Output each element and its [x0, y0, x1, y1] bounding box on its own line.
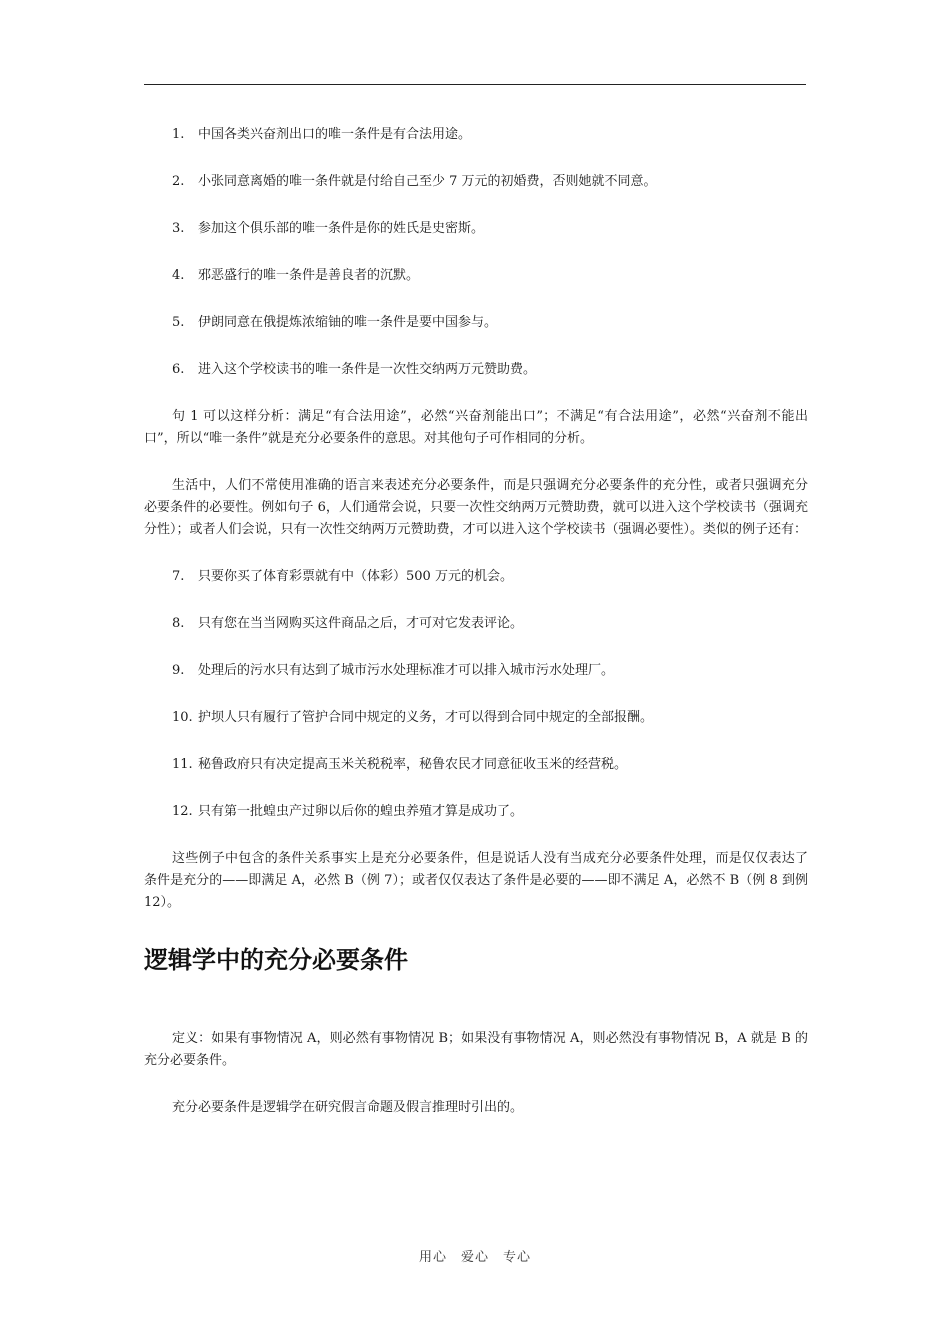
section-heading: 逻辑学中的充分必要条件 — [144, 946, 408, 974]
list-item: 8. 只有您在当当网购买这件商品之后，才可对它发表评论。 — [172, 616, 524, 631]
list-item: 5. 伊朗同意在俄提炼浓缩铀的唯一条件是要中国参与。 — [172, 315, 498, 330]
list-item: 6. 进入这个学校读书的唯一条件是一次性交纳两万元赞助费。 — [172, 362, 537, 377]
analysis-paragraph: 句 1 可以这样分析：满足“有合法用途”，必然“兴奋剂能出口”；不满足“有合法用途”，必然“兴奋剂不能出口”，所以“唯一条件”就是充分必要条件的意思。对其他句子可作相同的分析。 — [144, 409, 808, 446]
document-body — [144, 124, 808, 1144]
example-list-b — [144, 566, 808, 823]
origin-paragraph: 充分必要条件是逻辑学在研究假言命题及假言推理时引出的。 — [172, 1100, 524, 1115]
list-item: 9. 处理后的污水只有达到了城市污水处理标准才可以排入城市污水处理厂。 — [172, 663, 615, 678]
list-item: 3. 参加这个俱乐部的唯一条件是你的姓氏是史密斯。 — [172, 221, 485, 236]
list-item: 1. 中国各类兴奋剂出口的唯一条件是有合法用途。 — [172, 127, 472, 142]
header-rule — [144, 84, 806, 85]
list-item: 7. 只要你买了体育彩票就有中（体彩）500 万元的机会。 — [172, 569, 513, 584]
summary-paragraph: 这些例子中包含的条件关系事实上是充分必要条件，但是说话人没有当成充分必要条件处理，而是仅仅表达了条件是充分的——即满足 A，必然 B（例 7）；或者仅仅表达了条件是必要的——即不满足 A，必然不 B（例 8 到例 12）。 — [144, 851, 808, 910]
example-list-a — [144, 124, 808, 381]
definition-paragraph: 定义：如果有事物情况 A，则必然有事物情况 B；如果没有事物情况 A，则必然没有事物情况 B，A 就是 B 的充分必要条件。 — [144, 1031, 808, 1068]
list-item: 10. 护坝人只有履行了管护合同中规定的义务，才可以得到合同中规定的全部报酬。 — [172, 710, 654, 725]
list-item: 4. 邪恶盛行的唯一条件是善良者的沉默。 — [172, 268, 420, 283]
list-item: 2. 小张同意离婚的唯一条件就是付给自己至少 7 万元的初婚费，否则她就不同意。 — [172, 174, 657, 189]
list-item: 11. 秘鲁政府只有决定提高玉米关税税率，秘鲁农民才同意征收玉米的经营税。 — [172, 757, 628, 772]
usage-paragraph: 生活中，人们不常使用准确的语言来表述充分必要条件，而是只强调充分必要条件的充分性，或者只强调充分必要条件的必要性。例如句子 6，人们通常会说，只要一次性交纳两万元赞助费，就可以进入这个学校读书（强调充分性）；或者人们会说，只有一次性交纳两万元赞助费，才可以进入这个学校读书（强调必要性）。类似的例子还有： — [144, 478, 808, 537]
list-item: 12. 只有第一批蝗虫产过卵以后你的蝗虫养殖才算是成功了。 — [172, 804, 524, 819]
page-footer: 用心 爱心 专心 — [418, 1250, 531, 1265]
